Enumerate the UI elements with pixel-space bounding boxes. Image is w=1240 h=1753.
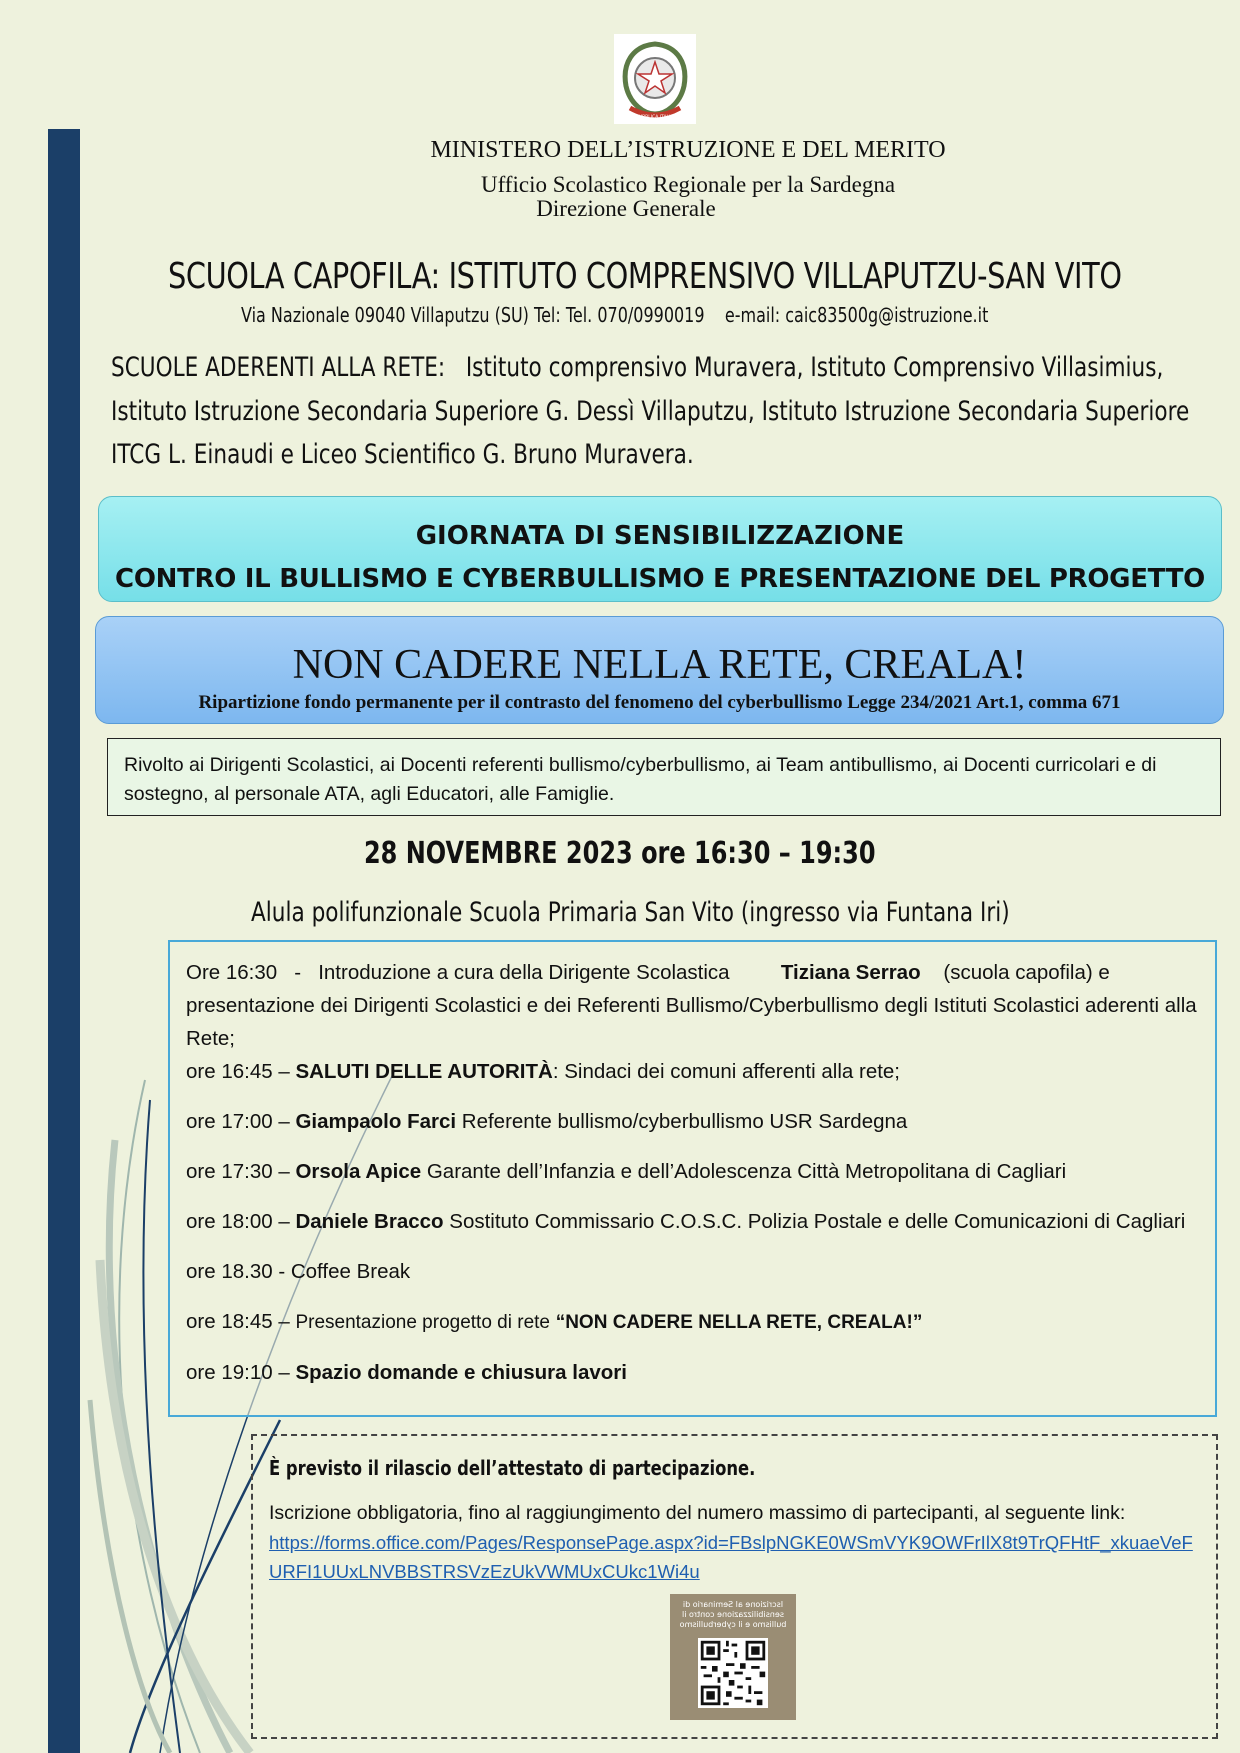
school-email: e-mail: caic83500g@istruzione.it xyxy=(724,303,989,327)
program-time: ore 16:45 – xyxy=(186,1060,290,1083)
program-time: ore 18:00 – xyxy=(186,1210,290,1233)
program-text: (scuola capofila) e presentazione dei Dirigenti Scolastici e dei Referenti Bullismo/Cyberbullismo degli Istituti Scolastici aderenti alla Rete; xyxy=(186,961,1197,1050)
audience-text: Rivolto ai Dirigenti Scolastici, ai Docenti referenti bullismo/cyberbullismo, ai Team antibullismo, ai Docenti curricolari e di sostegno, al personale ATA, agli Educatori, alle Famiglie. xyxy=(124,754,1157,805)
program-text: Garante dell’Infanzia e dell’Adolescenza Città Metropolitana di Cagliari xyxy=(426,1160,1067,1183)
event-title-line2: CONTRO IL BULLISMO E CYBERBULLISMO E PRESENTAZIONE DEL PROGETTO xyxy=(115,564,1205,594)
program-item xyxy=(186,1356,1199,1389)
emblem-caption: REPUBBLICA ITALIANA xyxy=(630,115,680,120)
member-schools xyxy=(111,346,1191,477)
speaker-name: Orsola Apice xyxy=(295,1160,422,1183)
event-date xyxy=(0,836,1240,871)
project-banner xyxy=(95,616,1224,724)
program-text: : Sindaci dei comuni afferenti alla rete; xyxy=(552,1060,901,1083)
program-time: ore 19:10 – xyxy=(186,1361,290,1384)
event-title-banner xyxy=(98,496,1222,602)
program-item xyxy=(186,1255,1199,1288)
speaker-name: Giampaolo Farci xyxy=(295,1110,457,1133)
project-subtitle: Ripartizione fondo permanente per il contrasto del fenomeno del cyberbullismo Legge 234/2021 Art.1, comma 671 xyxy=(198,692,1121,713)
certificate-note: È previsto il rilascio dell’attestato di partecipazione. xyxy=(269,1456,756,1480)
program-separator: - xyxy=(288,961,307,984)
program-time: ore 17:00 – xyxy=(186,1110,290,1133)
audience-box xyxy=(107,738,1221,816)
ministry-name: MINISTERO DELL’ISTRUZIONE E DEL MERITO xyxy=(430,137,946,163)
speaker-name: Tiziana Serrao xyxy=(780,961,921,984)
program-item xyxy=(186,1305,1199,1339)
event-title-line1: GIORNATA DI SENSIBILIZZAZIONE xyxy=(415,521,905,551)
program-bold-text: “NON CADERE NELLA RETE, CREALA!” xyxy=(555,1312,923,1333)
school-address: Via Nazionale 09040 Villaputzu (SU) Tel: Tel. 070/0990019 xyxy=(241,303,705,327)
member-schools-label: SCUOLE ADERENTI ALLA RETE: xyxy=(111,352,446,383)
qr-code-icon xyxy=(698,1638,768,1708)
project-name: NON CADERE NELLA RETE, CREALA! xyxy=(292,642,1027,688)
event-venue: Alula polifunzionale Scuola Primaria San Vito (ingresso via Funtana Iri) xyxy=(251,897,1010,928)
program-text: Presentazione progetto di rete xyxy=(295,1312,550,1333)
program-item xyxy=(186,1055,1199,1088)
regional-office: Ufficio Scolastico Regionale per la Sardegna xyxy=(480,172,896,197)
program-time: Ore 16:30 xyxy=(186,961,278,984)
program-item xyxy=(186,1205,1199,1238)
school-contact xyxy=(241,303,988,327)
program-text: Sostituto Commissario C.O.S.C. Polizia Postale e delle Comunicazioni di Cagliari xyxy=(449,1210,1186,1233)
qr-code-image xyxy=(670,1594,796,1720)
registration-link[interactable]: https://forms.office.com/Pages/ResponsePage.aspx?id=FBslpNGKE0WSmVYK9OWFrIlX8t9TrQFHtF_xkuaeVeFURFI1UUxLNVBBSTRSVzEzUkVWMUxCUkc1Wi4u xyxy=(269,1532,1193,1582)
general-direction: Direzione Generale xyxy=(536,196,716,221)
lead-school-title: SCUOLA CAPOFILA: ISTITUTO COMPRENSIVO VILLAPUTZU-SAN VITO xyxy=(168,256,1122,297)
program-bold-text: Spazio domande e chiusura lavori xyxy=(295,1361,627,1384)
program-box xyxy=(168,940,1217,1417)
program-item xyxy=(186,1155,1199,1188)
italian-republic-emblem xyxy=(614,34,696,124)
member-schools-list: Istituto comprensivo Muravera, Istituto Comprensivo Villasimius, Istituto Istruzione Secondaria Superiore G. Dessì Villaputzu, Istituto Istruzione Secondaria Superiore ITCG L. Einaudi e Liceo Scientifico G. Bruno Muravera. xyxy=(111,352,1190,470)
program-item xyxy=(186,956,1199,1055)
registration-note: Iscrizione obbligatoria, fino al raggiungimento del numero massimo di partecipanti, al seguente link: xyxy=(269,1502,1126,1524)
program-text: Referente bullismo/cyberbullismo USR Sardegna xyxy=(461,1110,908,1133)
left-decorative-bar xyxy=(48,129,80,1753)
qr-caption: Iscrizione al Seminario di sensibilizzazione contro il bullismo e il cyberbullismo xyxy=(679,1600,787,1629)
event-date-text: 28 NOVEMBRE 2023 ore 16:30 – 19:30 xyxy=(364,836,876,871)
program-time: ore 17:30 – xyxy=(186,1160,290,1183)
program-text: Introduzione a cura della Dirigente Scolastica xyxy=(318,961,730,984)
program-time: ore 18:45 – xyxy=(186,1310,290,1333)
program-bold-text: SALUTI DELLE AUTORITÀ xyxy=(295,1060,553,1083)
program-item xyxy=(186,1105,1199,1138)
program-text: ore 18.30 - Coffee Break xyxy=(186,1260,411,1283)
speaker-name: Daniele Bracco xyxy=(295,1210,444,1233)
